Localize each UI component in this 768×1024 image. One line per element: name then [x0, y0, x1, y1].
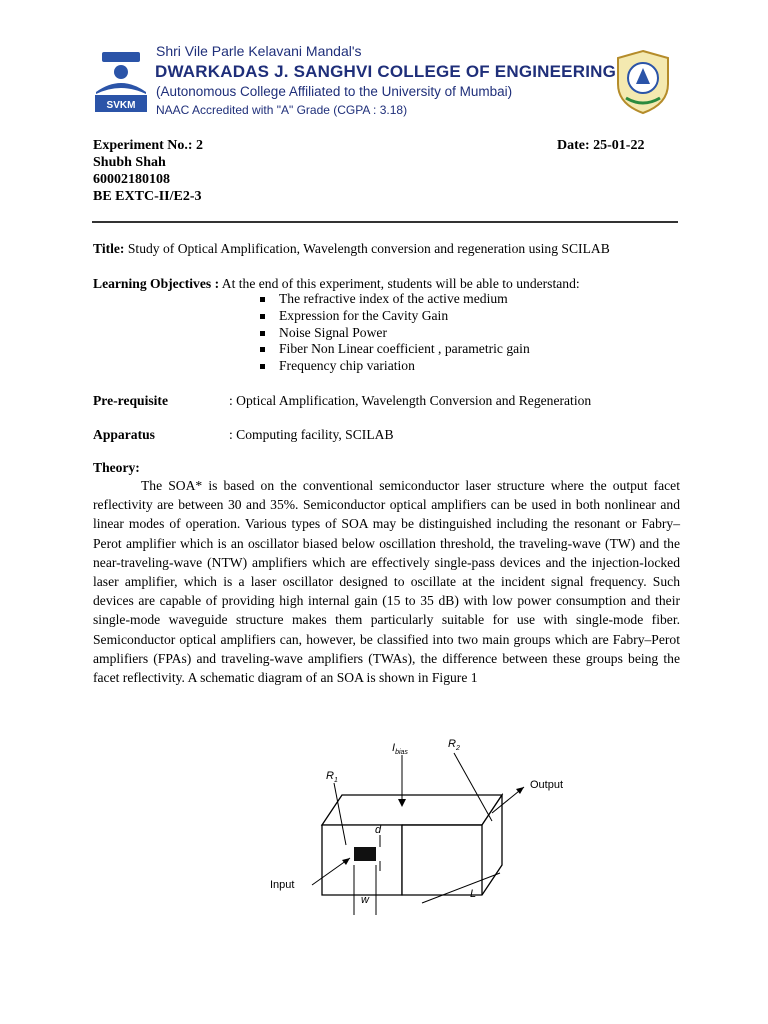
- logo-left-text: SVKM: [106, 100, 136, 111]
- book-shape: [102, 52, 140, 62]
- list-item: Fiber Non Linear coefficient , parametric gain: [258, 341, 530, 358]
- header-divider: [92, 221, 678, 223]
- figure-head: [114, 65, 128, 79]
- list-item: Expression for the Cavity Gain: [258, 308, 530, 325]
- title-text: Study of Optical Amplification, Wavelength conversion and regeneration using SCILAB: [124, 241, 610, 256]
- title-line: [93, 240, 681, 257]
- objectives-line: [93, 275, 681, 292]
- affiliation: (Autonomous College Affiliated to the University of Mumbai): [156, 84, 513, 99]
- title-label: Title:: [93, 241, 125, 256]
- college-crest-right: [612, 48, 674, 116]
- objectives-label: Learning Objectives :: [93, 276, 220, 291]
- label-ibias-sub: bias: [395, 749, 408, 756]
- active-region: [354, 847, 376, 861]
- label-r2: [448, 738, 460, 752]
- org-name: Shri Vile Parle Kelavani Mandal's: [156, 43, 362, 59]
- label-r1-main: R: [326, 770, 334, 782]
- label-l: L: [470, 888, 477, 900]
- label-r2-sub: 2: [455, 745, 460, 752]
- list-item: Noise Signal Power: [258, 325, 530, 342]
- theory-label: Theory:: [93, 460, 140, 475]
- label-ibias-main: I: [392, 742, 396, 754]
- prerequisite-value: [229, 392, 689, 409]
- college-logo-left: [92, 50, 150, 114]
- apparatus-text: : Computing facility, SCILAB: [229, 427, 394, 442]
- label-input: Input: [270, 879, 295, 891]
- label-r1-sub: 1: [333, 777, 338, 784]
- open-book-shape: [96, 83, 146, 94]
- objectives-intro: At the end of this experiment, students will be able to understand:: [219, 276, 580, 291]
- objectives-list: [258, 291, 530, 375]
- class-division: BE EXTC-II/E2-3: [93, 189, 202, 204]
- soa-schematic-figure: [262, 725, 612, 925]
- student-name: Shubh Shah: [93, 155, 166, 170]
- list-item: Frequency chip variation: [258, 358, 530, 375]
- apparatus-value: [229, 426, 629, 443]
- list-item: The refractive index of the active medium: [258, 291, 530, 308]
- college-name: DWARKADAS J. SANGHVI COLLEGE OF ENGINEERING: [155, 62, 617, 81]
- label-w: w: [361, 894, 369, 906]
- label-d: d: [375, 824, 382, 836]
- prerequisite-label: Pre-requisite: [93, 393, 168, 408]
- label-r2-main: R: [448, 738, 456, 750]
- accreditation: NAAC Accredited with "A" Grade (CGPA : 3.18): [156, 103, 408, 117]
- experiment-date: Date: 25-01-22: [557, 138, 645, 153]
- theory-body: The SOA* is based on the conventional semiconductor laser structure where the output facet reflectivity are between 30 and 35%. Semiconductor optical amplifiers can be used in both nonlinear and linear modes of operation. Various types of SOA may be distinguished including the resonant or Fabry–Perot amplifier which is an oscillator biased below oscillation threshold, the traveling-wave (TW) and the near-traveling-wave (NTW) amplifiers which are effectively single-pass devices and the injection-locked laser amplifier, which is a laser oscillator designed to oscillate at the incident signal frequency. Such devices are capable of providing high internal gain (15 to 35 dB) with low power consumption and their single-mode waveguide structure makes them particularly suitable for use with single-mode fiber. Semiconductor optical amplifiers can, however, be classified into two main groups which are Fabry–Perot amplifiers (FPAs) and traveling-wave amplifiers (TWAs), the difference between these groups being the facet reflectivity. A schematic diagram of an SOA is shown in Figure 1: [93, 478, 680, 686]
- experiment-number: Experiment No.: 2: [93, 138, 204, 153]
- prerequisite-text: : Optical Amplification, Wavelength Conversion and Regeneration: [229, 393, 592, 408]
- roll-number: 60002180108: [93, 172, 170, 187]
- soa-top-face: [322, 795, 502, 825]
- apparatus-label: Apparatus: [93, 427, 155, 442]
- label-ibias: [392, 742, 408, 756]
- label-output: Output: [530, 779, 564, 791]
- label-r1: [326, 770, 338, 784]
